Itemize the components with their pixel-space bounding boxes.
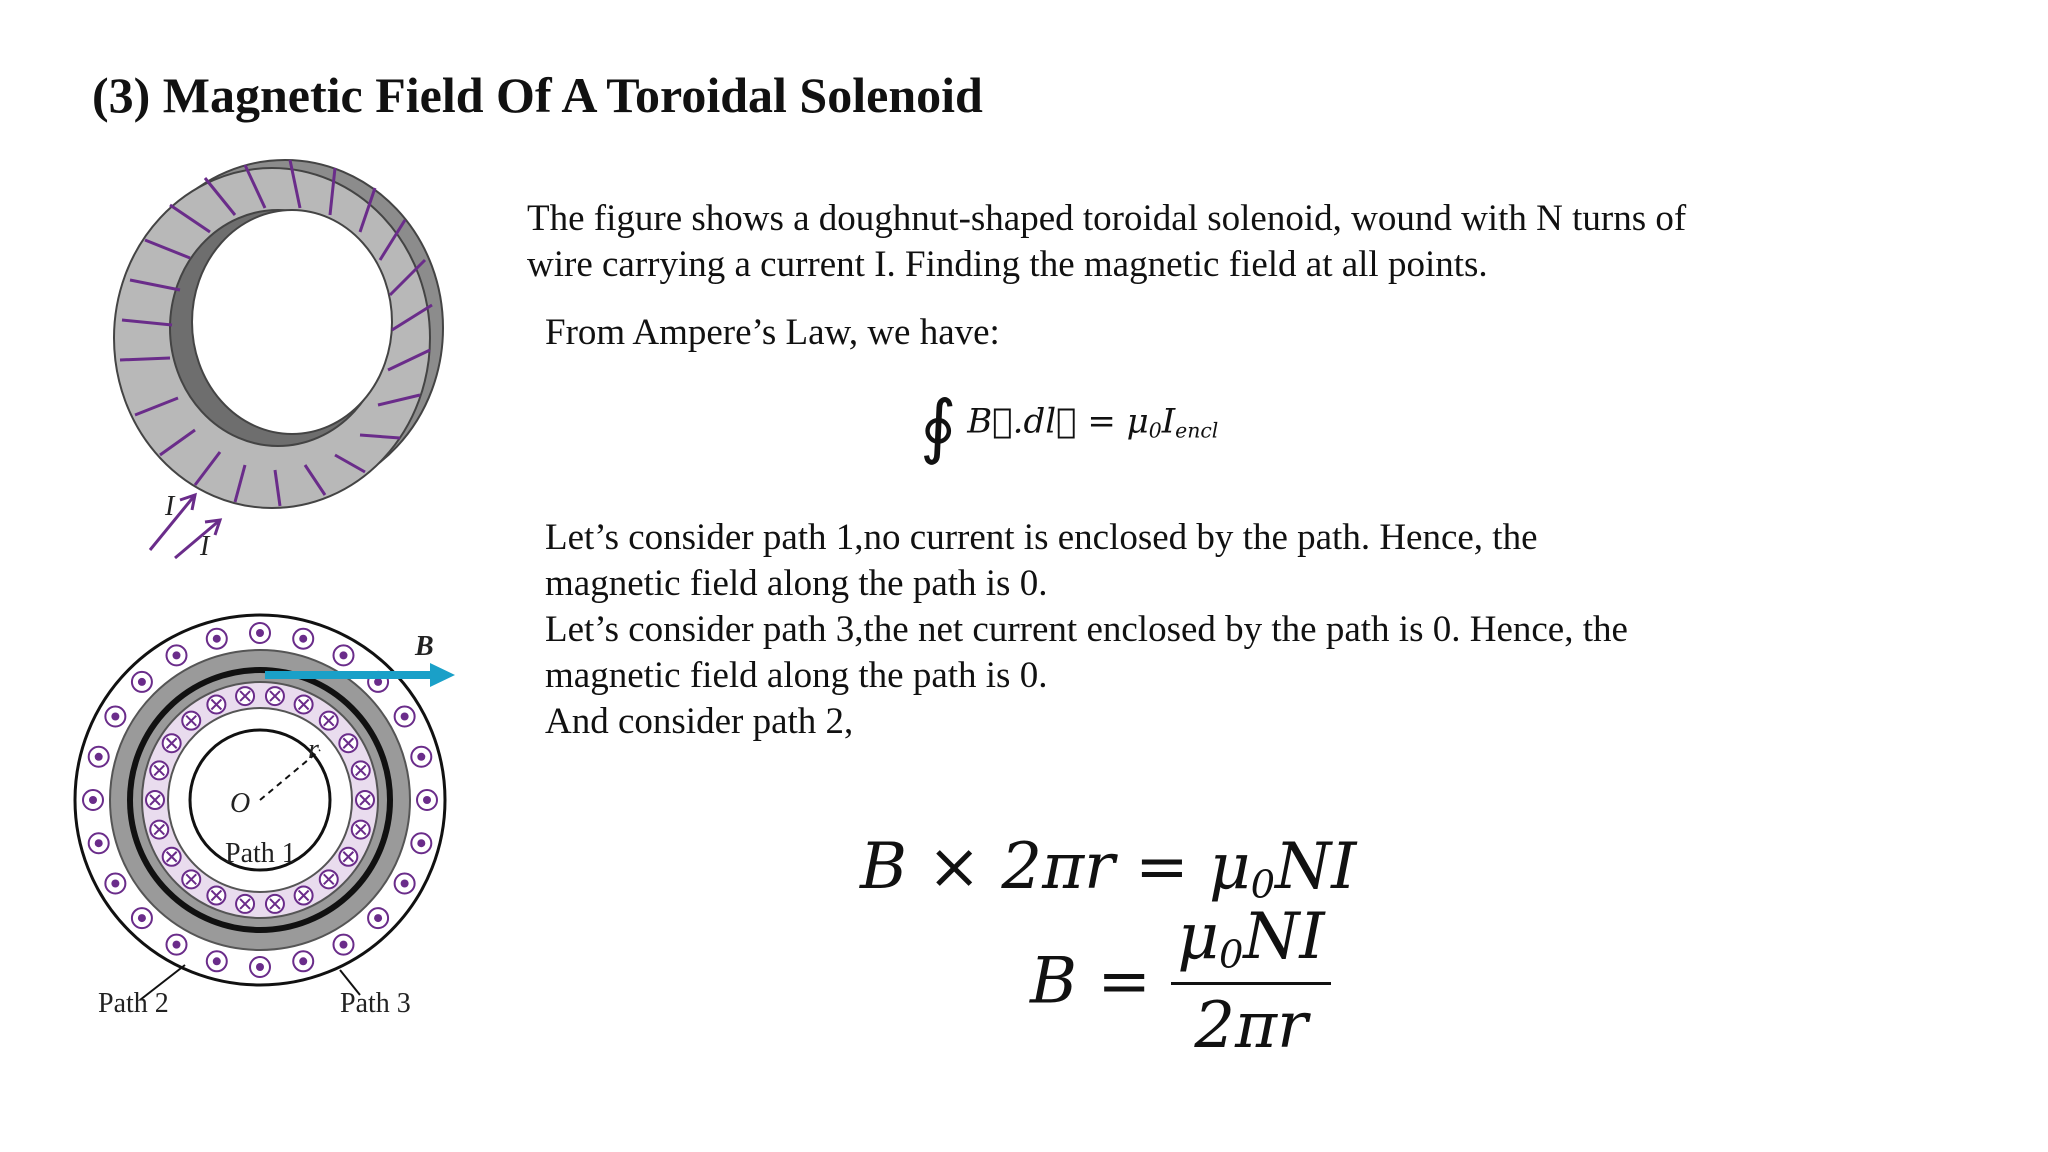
current-out-dot-center [299, 635, 307, 643]
ampere-equation [920, 385, 1218, 467]
intro-paragraph [527, 196, 1686, 288]
ampere-law-line: From Ampere’s Law, we have: [545, 312, 1000, 353]
b-field-label: B⃗ [415, 631, 456, 662]
toroid-figure [60, 140, 500, 580]
current-out-dot-center [417, 839, 425, 847]
current-out-dot-center [340, 651, 348, 659]
eq2-rhs: NI [1275, 830, 1357, 904]
eq3-lhs: B = [1030, 944, 1151, 1019]
current-out-dot-center [417, 753, 425, 761]
current-out-dot-center [340, 941, 348, 949]
eq3-num-sub: 0 [1218, 932, 1244, 978]
current-out-dot-center [374, 914, 382, 922]
current-out-dot-center [213, 635, 221, 643]
current-out-dot-center [256, 629, 264, 637]
ampere-eq-rhs: I [1161, 401, 1176, 442]
intro-line-1: The figure shows a doughnut-shaped toroidal solenoid, wound with N turns of [527, 198, 1687, 239]
current-out-dot-center [173, 941, 181, 949]
current-out-dot-center [95, 839, 103, 847]
ampere-eq-lhs: B⃗.dl⃗ = μ [967, 401, 1149, 442]
path3-label: Path 3 [340, 988, 411, 1019]
current-out-dot-center [111, 880, 119, 888]
path-line-5: And consider path 2, [545, 701, 854, 742]
eq3-numerator [1171, 900, 1330, 985]
path-line-3: Let’s consider path 3,the net current enclosed by the path is 0. Hence, the [545, 609, 1628, 650]
toroid-body [114, 160, 443, 508]
current-out-dot-center [213, 957, 221, 965]
eq2-text: B × 2πr = μ [860, 830, 1251, 904]
b-field-arrowhead [430, 663, 455, 687]
current-out-dot-center [173, 651, 181, 659]
path-line-2: magnetic field along the path is 0. [545, 563, 1048, 604]
eq3-num-mu: μ [1177, 900, 1219, 974]
current-out-dot-center [256, 963, 264, 971]
path-line-4: magnetic field along the path is 0. [545, 655, 1048, 696]
path1-label: Path 1 [225, 838, 296, 869]
path2-label: Path 2 [98, 988, 169, 1019]
current-out-dot-center [138, 678, 146, 686]
radius-label: r [308, 734, 319, 765]
eq3-num-rest: NI [1243, 900, 1325, 974]
current-out-dot-center [111, 713, 119, 721]
eq2-sub0: 0 [1250, 862, 1276, 908]
toroid-cross-section [60, 600, 500, 1040]
current-out-dot-center [423, 796, 431, 804]
ampere-eq-sub0: 0 [1148, 418, 1162, 443]
current-arrows [150, 495, 220, 558]
current-out-dot-center [374, 678, 382, 686]
equation-result [1030, 900, 1331, 1063]
current-out-dot-center [138, 914, 146, 922]
eq3-denominator: 2πr [1194, 988, 1308, 1063]
intro-line-2: wire carrying a current I. Finding the magnetic field at all points. [527, 244, 1488, 285]
equation-path2 [860, 830, 1356, 908]
current-out-dot-center [401, 880, 409, 888]
page-title: (3) Magnetic Field Of A Toroidal Solenoid [92, 67, 983, 123]
contour-integral-symbol: ∮ [920, 385, 957, 467]
ampere-eq-sub-encl: encl [1175, 418, 1219, 443]
current-label-out: I [200, 531, 210, 562]
path-line-1: Let’s consider path 1,no current is enclosed by the path. Hence, the [545, 517, 1538, 558]
current-out-dot-center [95, 753, 103, 761]
current-out-dot-center [401, 713, 409, 721]
path-explanation [545, 515, 1628, 745]
eq3-fraction [1171, 900, 1330, 1063]
current-out-dot-center [299, 957, 307, 965]
center-label: O [230, 788, 251, 819]
current-label-in: I [165, 491, 175, 522]
current-out-dot-center [89, 796, 97, 804]
